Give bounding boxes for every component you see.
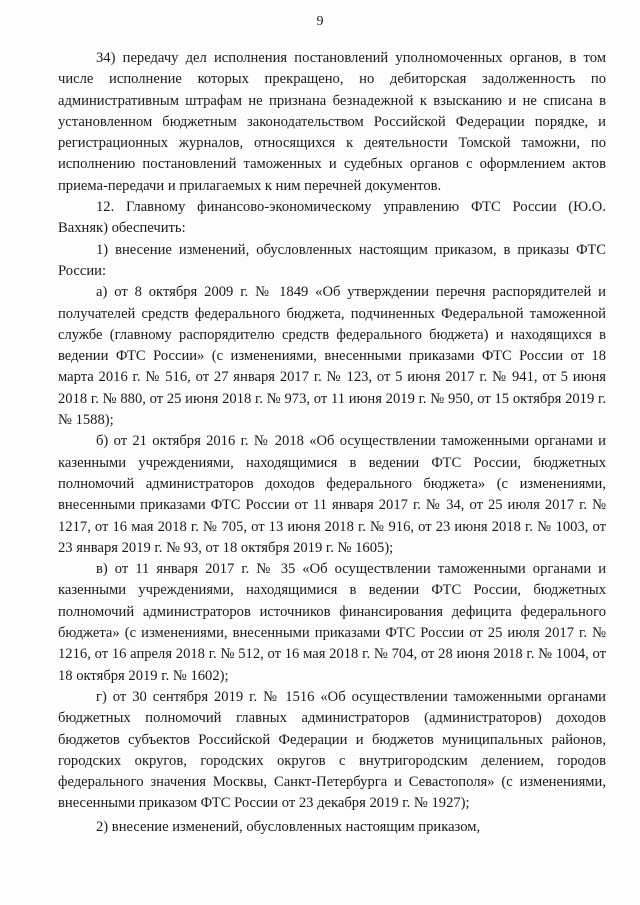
paragraph-12-1: 1) внесение изменений, обусловленных настоящим приказом, в приказы ФТС России: (58, 241, 606, 279)
paragraph-12: 12. Главному финансово-экономическому управлению ФТС России (Ю.О. Вахняк) обеспечить: (58, 199, 606, 237)
document-body (58, 48, 606, 838)
page-number: 9 (316, 14, 324, 29)
paragraph-12-1-b: б) от 21 октября 2016 г. № 2018 «Об осуществлении таможенными органами и казенными учреждениями, находящимися в ведении ФТС России, бюджетных полномочий администраторов доходов федерального бюджета» (с изменениями, внесенными приказами ФТС России от 11 января 2017 г. № 34, от 25 июля 2017 г. № 1217, от 16 мая 2018 г. № 705, от 13 июня 2018 г. № 916, от 23 июня 2018 г. № 1003, от 23 января 2019 г. № 93, от 18 октября 2019 г. № 1605); (58, 433, 606, 556)
paragraph-12-1-a: а) от 8 октября 2009 г. № 1849 «Об утверждении перечня распорядителей и получателей средств федерального бюджета, подчиненных Федеральной таможенной службе (главному распорядителю средств федерального бюджета) и находящихся в ведении ФТС России» (с изменениями, внесенными приказами ФТС России от 18 марта 2016 г. № 516, от 27 января 2017 г. № 123, от 5 июня 2017 г. № 941, от 5 июня 2018 г. № 880, от 25 июня 2018 г. № 973, от 11 июня 2019 г. № 950, от 15 октября 2019 г. № 1588); (58, 284, 606, 429)
paragraph-12-2: 2) внесение изменений, обусловленных настоящим приказом, (96, 818, 481, 835)
paragraph-34: 34) передачу дел исполнения постановлений уполномоченных органов, в том числе исполнение которых прекращено, но дебиторская задолженность по административным штрафам не признана безнадежной к взысканию и не списана в установленном бюджетным законодательством Российской Федерации порядке, и регистрационных журналов, относящихся к деятельности Томской таможни, по исполнению постановлений таможенных и судебных органов с оформлением актов приема-передачи и прилагаемых к ним перечней документов. (58, 50, 606, 194)
paragraph-12-1-g: г) от 30 сентября 2019 г. № 1516 «Об осуществлении таможенными органами бюджетных полномочий главных администраторов (администраторов) доходов бюджетов субъектов Российской Федерации и бюджетов муниципальных районов, городских округов, городских округов с внутригородским делением, городов федерального значения Москвы, Санкт-Петербурга и Севастополя» (с изменениями, внесенными приказом ФТС России от 23 декабря 2019 г. № 1927); (58, 688, 606, 812)
paragraph-12-1-v: в) от 11 января 2017 г. № 35 «Об осуществлении таможенными органами и казенными учреждениями, находящимися в ведении ФТС России, бюджетных полномочий администраторов источников финансирования дефицита федерального бюджета» (с изменениями, внесенными приказами ФТС России от 25 июля 2017 г. № 1216, от 16 апреля 2018 г. № 512, от 16 мая 2018 г. № 704, от 28 июня 2018 г. № 1004, от 18 октября 2019 г. № 1602); (58, 561, 606, 684)
